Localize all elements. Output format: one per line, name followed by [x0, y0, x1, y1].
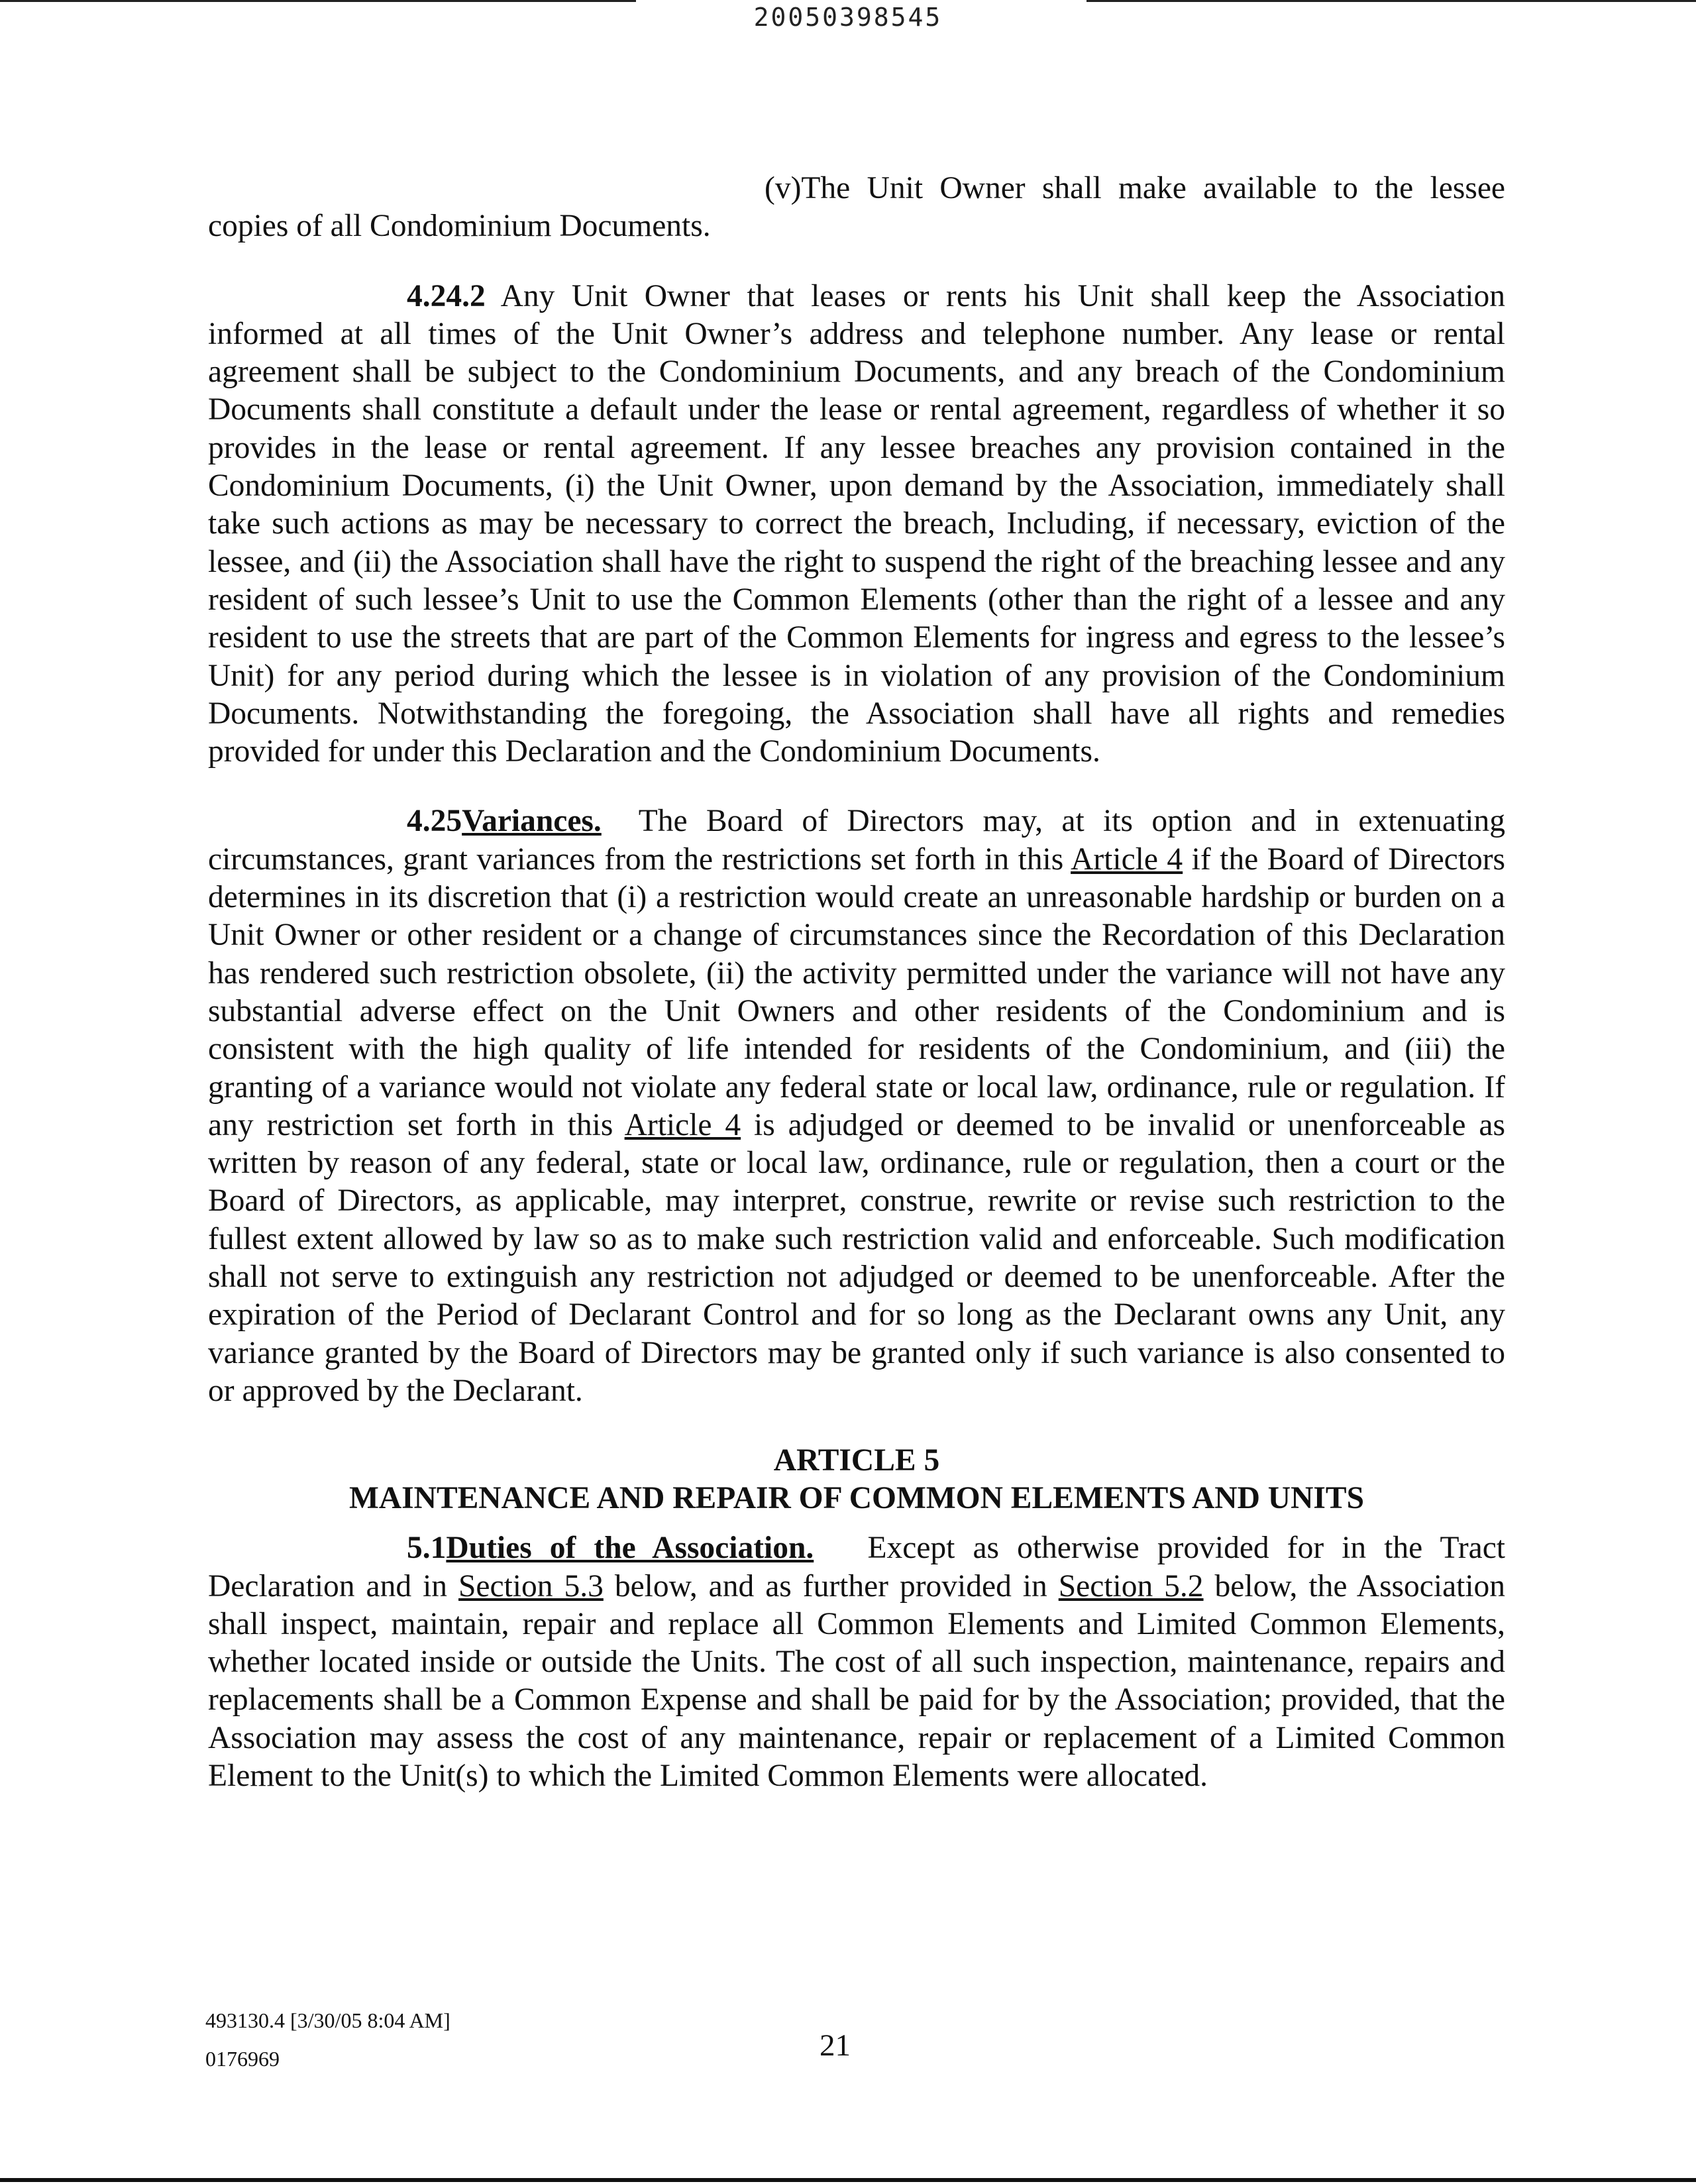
- footer-document-reference: [205, 2001, 450, 2078]
- section-4-25-paragraph: [208, 802, 1505, 1410]
- section-4-24-2-text: Any Unit Owner that leases or rents his Unit shall keep the Association informed at all times of the Unit Owner’s address and telephone number. Any lease or rental agreement shall be subject to the Condominium Documents, and any breach of the Condominium Documents shall constitute a default under the lease or rental agreement, regardless of whether it so provides in the lease or rental agreement. If any lessee breaches any provision contained in the Condominium Documents, (i) the Unit Owner, upon demand by the Association, immediately shall take such actions as may be necessary to correct the breach, Including, if necessary, eviction of the lessee, and (ii) the Association shall have the right to suspend the right of the breaching lessee and any resident of such lessee’s Unit to use the Common Elements (other than the right of a lessee and any resident to use the streets that are part of the Common Elements for ingress and egress to the lessee’s Unit) for any period during which the lessee is in violation of any provision of the Condominium Documents. Notwithstanding the foregoing, the Association shall have all rights and remedies provided for under this Declaration and the Condominium Documents.: [208, 278, 1505, 769]
- section-5-1-title: Duties of the Association.: [446, 1531, 814, 1566]
- section-4-25-text-3: is adjudged or deemed to be invalid or unenforceable as written by reason of any federal, state or local law, ordinance, rule or regulation, then a court or the Board of Directors, as applicable, may interpret, construe, rewrite or revise such restriction to the fullest extent allowed by law so as to make such restriction valid and enforceable. Such modification shall not serve to extinguish any restriction not adjudged or deemed to be unenforceable. After the expiration of the Period of Declarant Control and for so long as the Declarant owns any Unit, any variance granted by the Board of Directors may be granted only if such variance is also consented to or approved by the Declarant.: [208, 1107, 1505, 1408]
- section-4-25-number: 4.25: [407, 804, 462, 839]
- section-5-1-text-3: below, the Association shall inspect, maintain, repair and replace all Common Elements and Limited Common Elements, whether located inside or outside the Units. The cost of all such inspection, maintenance, repairs and replacements shall be a Common Expense and shall be paid for by the Association; provided, that the Association may assess the cost of any maintenance, repair or replacement of a Limited Common Element to the Unit(s) to which the Limited Common Elements were allocated.: [208, 1568, 1506, 1793]
- article-5-subheading: MAINTENANCE AND REPAIR OF COMMON ELEMENTS AND UNITS: [349, 1481, 1364, 1516]
- article-5-heading: ARTICLE 5: [773, 1443, 940, 1478]
- section-4-25-text-2: if the Board of Directors determines in its discretion that (i) a restriction would create an unreasonable hardship or burden on a Unit Owner or other resident or a change of circumstances since the Recordation of this Declaration has rendered such restriction obsolete, (ii) the activity permitted under the variance will not have any substantial adverse effect on the Unit Owners and other residents of the Condominium and is consistent with the high quality of life intended for residents of the Condominium, and (iii) the granting of a variance would not violate any federal state or local law, ordinance, rule or regulation. If any restriction set forth in this: [208, 842, 1505, 1142]
- page-number: 21: [820, 2028, 851, 2063]
- section-4-25-text-1: The Board of Directors may, at its option and in extenuating circumstances, grant variances from the restrictions set forth in this: [208, 804, 1505, 877]
- item-v-paragraph: [208, 170, 1505, 246]
- section-5-1-paragraph: [208, 1529, 1505, 1795]
- scan-edge-top-left: [0, 0, 636, 2]
- section-5-2-reference: Section 5.2: [1058, 1568, 1204, 1604]
- section-5-1-text-2: below, and as further provided in: [614, 1568, 1047, 1604]
- section-5-3-reference: Section 5.3: [458, 1568, 604, 1604]
- section-4-24-2-paragraph: [208, 278, 1505, 771]
- page-body: [208, 170, 1505, 1795]
- footer-file-number: 0176969: [205, 2047, 280, 2071]
- section-4-24-2-number: 4.24.2: [407, 278, 486, 313]
- document-id-stamp: 20050398545: [753, 3, 943, 32]
- section-5-1-text-1: Except as otherwise provided for in the Tract Declaration and in: [208, 1531, 1505, 1604]
- item-v-text: The Unit Owner shall make available to the lessee copies of all Condominium Documents.: [208, 171, 1505, 244]
- footer-doc-ref: 493130.4 [3/30/05 8:04 AM]: [205, 2008, 450, 2032]
- article-4-reference: Article 4: [1071, 842, 1183, 877]
- item-v-label: (v): [765, 171, 802, 205]
- article-4-reference: Article 4: [624, 1107, 741, 1142]
- scan-edge-bottom: [0, 2178, 1696, 2182]
- section-4-25-title: Variances.: [462, 804, 602, 839]
- article-5-heading-block: [208, 1442, 1505, 1517]
- section-5-1-number: 5.1: [407, 1531, 447, 1566]
- scan-edge-top-right: [1086, 0, 1696, 2]
